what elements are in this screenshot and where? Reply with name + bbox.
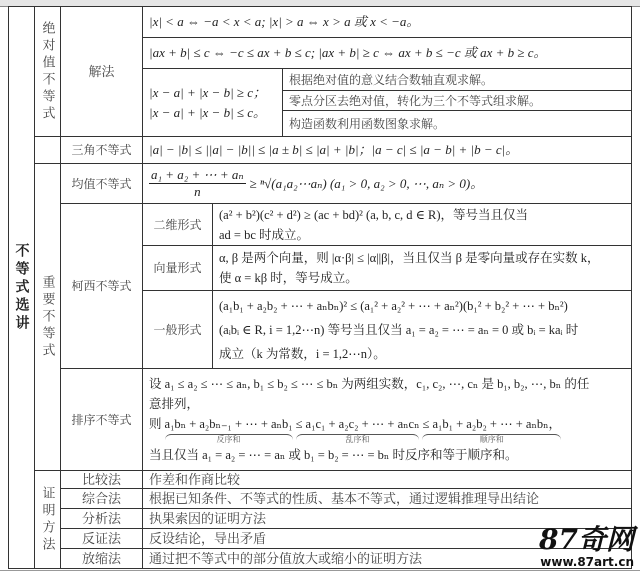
cauchy-2d-line1: (a² + b²)(c² + d²) ≥ (ac + bd)² (a, b, c, d ∈ R)，等号当且仅当	[219, 207, 529, 222]
section-label: 不等式选讲	[8, 6, 35, 569]
proof-desc: 执果索因的证明方法	[142, 508, 632, 529]
abs-method-2: 零点分区去绝对值，转化为三个不等式组求解。	[282, 90, 632, 111]
sort-line4: 当且仅当 a₁ = a₂ = ⋯ = aₙ 或 b₁ = b₂ = ⋯ = bₙ 时反序和等于顺序和。	[149, 448, 518, 462]
abs-forms	[142, 68, 283, 137]
proof-group-label: 证明方法	[34, 470, 61, 569]
mean-denominator: n	[194, 184, 201, 199]
proof-name: 比较法	[60, 470, 143, 489]
sort-then: 则	[149, 417, 162, 431]
abs-rule-1: |x| < a ⇔ −a < x < a; |x| > a ⇔ x > a 或 x < −a。	[142, 6, 632, 38]
proof-desc: 作差和作商比较	[142, 470, 632, 489]
cauchy-2d-line2: ad = bc 时成立。	[219, 227, 310, 242]
cauchy-vector-line2: 使 α = kβ 时，等号成立。	[219, 271, 358, 285]
watermark-logo: 87奇网	[539, 523, 634, 556]
proof-desc: 反设结论，导出矛盾	[142, 528, 632, 549]
cauchy-2d	[212, 203, 632, 246]
abs-rule-2: |ax + b| ≤ c ⇔ −c ≤ ax + b ≤ c; |ax + b| ≥ c ⇔ ax + b ≤ −c 或 ax + b ≥ c。	[142, 37, 632, 69]
proof-name: 分析法	[60, 508, 143, 529]
abs-method-1: 根据绝对值的意义结合数轴直观求解。	[282, 68, 632, 91]
cauchy-general-line2: (aᵢbᵢ ∈ R, i = 1,2⋯n) 等号当且仅当 a₁ = a₂ = ⋯ = aₙ = 0 或 bᵢ = kaᵢ 时	[219, 322, 579, 337]
abs-form-1: |x − a| + |x − b| ≥ c；	[149, 84, 267, 100]
ordered-sum-label: 顺序和	[422, 434, 561, 445]
sort-label: 排序不等式	[60, 368, 143, 471]
ordered-sum-expr: ≤ a₁b₁ + a₂b₂ + ⋯ + aₙbₙ，	[422, 417, 562, 431]
sort-random-sum	[296, 414, 420, 445]
proof-name: 放缩法	[60, 548, 143, 569]
abs-method-3: 构造函数利用函数图象求解。	[282, 110, 632, 137]
cauchy-general-line3: 成立（k 为常数，i = 1,2⋯n）。	[219, 346, 386, 361]
triangle-inequality: |a| − |b| ≤ ||a| − |b|| ≤ |a ± b| ≤ |a| + |b|；|a − c| ≤ |a − b| + |b − c|。	[142, 136, 632, 164]
cauchy-general	[212, 290, 632, 369]
proof-desc: 通过把不等式中的部分值放大或缩小的证明方法	[142, 548, 632, 569]
reverse-sum-expr: a₁bₙ + a₂bₙ₋₁ + ⋯ + aₙb₁	[164, 417, 293, 431]
sort-chain	[149, 414, 561, 445]
sort-reverse-sum	[165, 414, 293, 445]
abs-group-label: 绝对值不等式	[34, 6, 61, 137]
sort-line2: 意排列，	[149, 397, 200, 411]
watermark-url: www.87art.cn	[540, 555, 634, 569]
proof-name: 反证法	[60, 528, 143, 549]
mean-rest: ≥ ⁿ√(a₁a₂⋯aₙ) (a₁ > 0, a₂ > 0, ⋯, aₙ > 0)。	[249, 175, 484, 191]
mean-numerator: a₁ + a₂ + ⋯ + aₙ	[151, 167, 244, 182]
mean-label: 均值不等式	[60, 163, 143, 204]
random-sum-expr: ≤ a₁c₁ + a₂c₂ + ⋯ + aₙcₙ	[295, 417, 420, 431]
cauchy-vector-label: 向量形式	[142, 245, 213, 291]
proof-name: 综合法	[60, 488, 143, 509]
mean-fraction	[149, 167, 246, 200]
proof-desc: 根据已知条件、不等式的性质、基本不等式，通过逻辑推理导出结论	[142, 488, 632, 509]
random-sum-label: 乱序和	[296, 434, 420, 445]
cauchy-general-line1: (a₁b₁ + a₂b₂ + ⋯ + aₙbₙ)² ≤ (a₁² + a₂² + ⋯ + aₙ²)(b₁² + b₂² + ⋯ + bₙ²)	[219, 298, 568, 313]
abs-form-2: |x − a| + |x − b| ≤ c。	[149, 104, 267, 120]
important-group-label: 重要不等式	[34, 163, 61, 471]
cauchy-vector-line1: α, β 是两个向量，则 |α·β| ≤ |α||β|，当且仅当 β 是零向量或存在实数 k，	[219, 251, 600, 265]
cauchy-general-label: 一般形式	[142, 290, 213, 369]
cauchy-vector	[212, 245, 632, 291]
reverse-sum-label: 反序和	[165, 434, 293, 445]
sort-ordered-sum	[422, 414, 561, 445]
sort-line1: 设 a₁ ≤ a₂ ≤ ⋯ ≤ aₙ, b₁ ≤ b₂ ≤ ⋯ ≤ bₙ 为两组实数，c₁, c₂, ⋯, cₙ 是 b₁, b₂, ⋯, bₙ 的任	[149, 377, 590, 391]
mean-inequality	[142, 163, 632, 204]
watermark	[539, 525, 634, 569]
cauchy-label: 柯西不等式	[60, 203, 143, 369]
sort-inequality	[142, 368, 632, 471]
triangle-label: 三角不等式	[60, 136, 143, 164]
cauchy-2d-label: 二维形式	[142, 203, 213, 246]
solve-label: 解法	[60, 6, 143, 137]
